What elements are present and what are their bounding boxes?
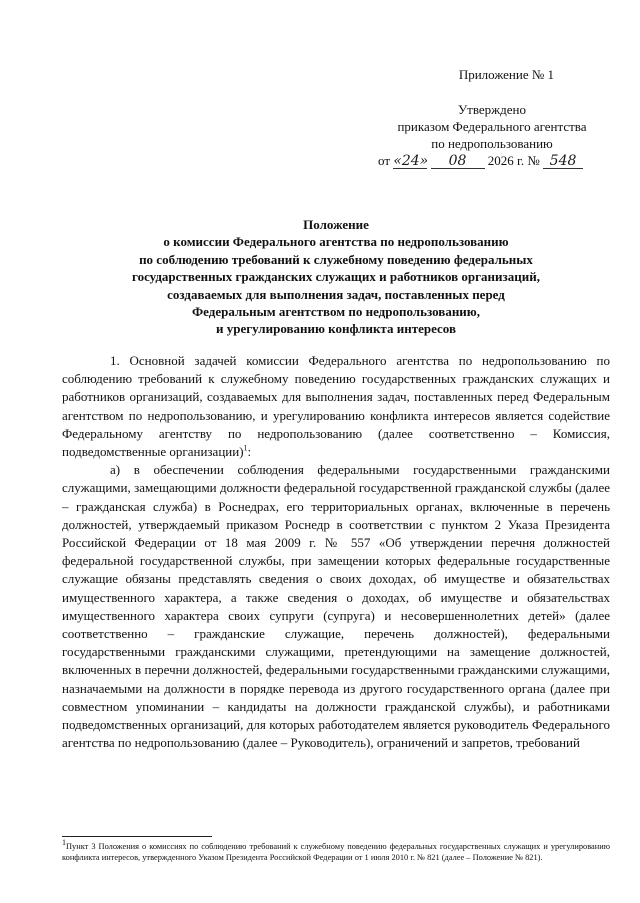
document-title bbox=[62, 216, 610, 338]
title-line: Федеральным агентством по недропользованию, bbox=[192, 304, 480, 320]
title-line: о комиссии Федерального агентства по недропользованию bbox=[163, 234, 509, 250]
approved-label: Утверждено bbox=[457, 102, 527, 117]
title-line: создаваемых для выполнения задач, поставленных перед bbox=[167, 286, 505, 302]
order-number-handwritten: 548 bbox=[543, 154, 583, 169]
title-line: и урегулированию конфликта интересов bbox=[215, 321, 456, 337]
footnote-text: Пункт 3 Положения о комиссиях по соблюдению требований к служебному поведению федеральных государственных служащих и урегулированию конфликта интересов, утвержденного Указом Президента Российской Федерации от 1 июля 2010 г. № 821 (далее – Положение № 821). bbox=[62, 842, 610, 862]
order-line-1: приказом Федерального агентства bbox=[397, 119, 587, 134]
document-body bbox=[62, 352, 610, 752]
order-date-line bbox=[372, 152, 612, 169]
date-year: 2026 г. № bbox=[487, 153, 540, 168]
title-line: Положение bbox=[303, 217, 369, 232]
footnote-ref[interactable]: 1 bbox=[243, 443, 248, 453]
date-prefix: от bbox=[378, 153, 391, 168]
approval-block bbox=[372, 66, 612, 169]
paragraph-a: а) в обеспечении соблюдения федеральными государственными гражданскими служащими, замещающими должности федеральной государственной гражданской службы (далее – гражданская служба) в Роснедрах, его территориальных органах, включенные в перечень должностей, утверждаемый приказом Роснедр в соответствии с пунктом 2 Указа Президента Российской Федерации от 18 мая 2009 г. № 557 «Об утверждении перечня должностей федеральной государственной службы, при замещении которых федеральные государственные служащие обязаны представлять сведения о своих доходах, об имуществе и обязательствах имущественного характера, а также сведения о доходах, об имуществе и обязательствах имущественного характера своих супруги (супруга) и несовершеннолетних детей» (далее соответственно – гражданские служащие, перечень должностей), федеральными государственными гражданскими служащими, претендующими на замещение должностей, включенных в перечни должностей, федеральными государственными гражданскими служащими, назначаемыми на должности в порядке перевода из другого государственного органа (далее при совместном упоминании – кандидаты на должности гражданской службы), и работниками подведомственных организаций, для которых работодателем является руководитель Федерального агентства по недропользованию (далее – Руководитель), ограничений и запретов, требований bbox=[62, 462, 610, 751]
title-line: государственных гражданских служащих и работников организаций, bbox=[132, 269, 540, 285]
paragraph-1 bbox=[62, 352, 610, 461]
footnote-mark: 1 bbox=[62, 838, 66, 848]
title-line: по соблюдению требований к служебному поведению федеральных bbox=[139, 251, 533, 267]
date-day-handwritten: «24» bbox=[393, 153, 429, 169]
footnote-divider bbox=[62, 836, 212, 837]
paragraph-1-text: 1. Основной задачей комиссии Федерального агентства по недропользованию по соблюдению требований к служебному поведению государственных гражданских служащих и работников организаций, создаваемых для выполнения задач, поставленных перед Федеральным агентством по недропользованию, и урегулированию конфликта интересов является содействие Федеральному агентству по недропользованию (далее соответственно – Комиссия, подведомственные организации) bbox=[62, 353, 610, 460]
order-line-2: по недропользованию bbox=[431, 136, 553, 151]
footnote bbox=[62, 838, 610, 864]
date-month-handwritten: 08 bbox=[431, 154, 485, 169]
paragraph-1-end: : bbox=[247, 444, 252, 460]
annex-label: Приложение № 1 bbox=[458, 67, 554, 82]
